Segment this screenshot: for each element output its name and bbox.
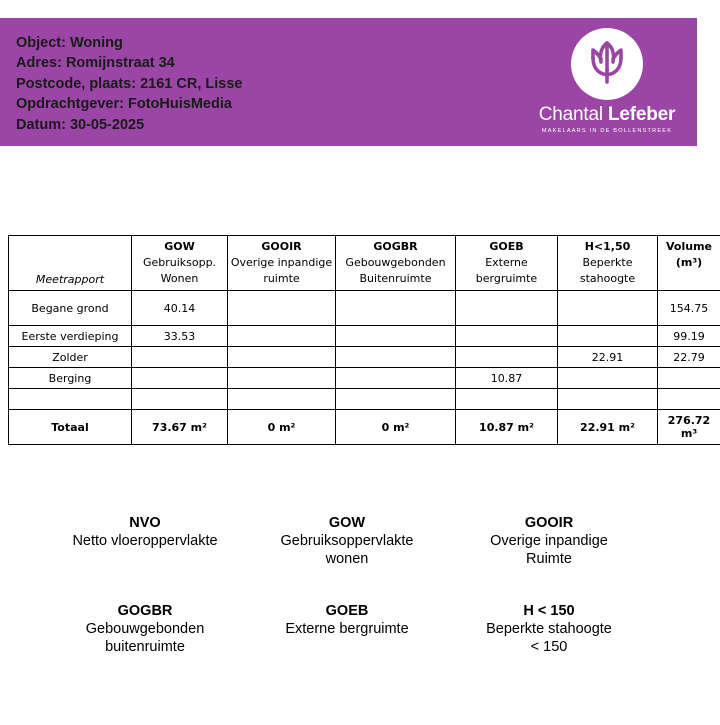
table-cell — [228, 291, 336, 326]
column-header-gooir — [228, 236, 336, 291]
legend-desc: Gebruiksoppervlakte — [280, 533, 414, 549]
legend-abbr: GOW — [328, 515, 366, 531]
table-row — [9, 347, 720, 368]
legend-desc: buitenruimte — [105, 639, 185, 655]
table-cell — [228, 326, 336, 347]
meetrapport-label: Meetrapport — [9, 236, 132, 291]
column-desc: Wonen — [160, 272, 199, 285]
legend-desc: wonen — [325, 551, 369, 567]
table-cell — [456, 326, 558, 347]
address-line: Adres: Romijnstraat 34 — [16, 55, 175, 72]
row-label: Berging — [9, 368, 132, 389]
logo-first-name: Chantal — [538, 104, 603, 125]
date-line: Datum: 30-05-2025 — [16, 116, 145, 133]
row-label: Zolder — [9, 347, 132, 368]
table-header-row — [9, 236, 720, 291]
total-cell: 0 m² — [336, 410, 456, 445]
table-cell — [228, 347, 336, 368]
column-code: GOEB — [489, 240, 524, 253]
total-cell: 22.91 m² — [558, 410, 658, 445]
table-cell — [658, 389, 720, 410]
legend-item-gogbr — [45, 602, 245, 656]
column-desc: Overige inpandige — [230, 256, 333, 269]
legend-abbr: H < 150 — [523, 603, 575, 619]
table-row — [9, 291, 720, 326]
company-logo — [537, 28, 677, 140]
table-cell — [132, 347, 228, 368]
table-cell — [658, 368, 720, 389]
measurement-table — [8, 235, 720, 445]
legend-item-goeb — [247, 602, 447, 638]
column-header-goeb — [456, 236, 558, 291]
legend-item-h150 — [449, 602, 649, 656]
total-cell: 10.87 m² — [456, 410, 558, 445]
table-cell — [132, 389, 228, 410]
table-cell — [228, 389, 336, 410]
legend-item-gooir — [449, 514, 649, 568]
column-desc: bergruimte — [475, 272, 538, 285]
column-code: H<1,50 — [584, 240, 631, 253]
table-cell — [558, 326, 658, 347]
column-code: GOOIR — [261, 240, 302, 253]
table-cell — [456, 347, 558, 368]
legend-abbr: GOEB — [325, 603, 369, 619]
table-cell — [336, 347, 456, 368]
column-unit: (m³) — [675, 256, 703, 269]
table-cell — [456, 291, 558, 326]
table-cell — [132, 368, 228, 389]
table-cell — [558, 389, 658, 410]
table-cell: 10.87 — [456, 368, 558, 389]
column-header-gogbr — [336, 236, 456, 291]
logo-tagline: MAKELAARS IN DE BOLLENSTREEK — [541, 128, 673, 134]
logo-wordmark — [537, 104, 677, 126]
column-header-h150 — [558, 236, 658, 291]
column-code: GOGBR — [373, 240, 418, 253]
column-header-volume — [658, 236, 720, 291]
tulip-logo-icon — [571, 28, 643, 100]
legend-desc: Ruimte — [526, 551, 572, 567]
table-cell — [558, 291, 658, 326]
total-label: Totaal — [9, 410, 132, 445]
row-label: Eerste verdieping — [9, 326, 132, 347]
object-line: Object: Woning — [16, 35, 123, 51]
total-row — [9, 410, 720, 445]
table-cell — [228, 368, 336, 389]
table-cell — [336, 326, 456, 347]
column-desc: Gebouwgebonden — [345, 256, 446, 269]
legend-desc: Netto vloeroppervlakte — [72, 533, 218, 549]
property-info — [16, 33, 242, 135]
table-row — [9, 368, 720, 389]
legend-desc: Externe bergruimte — [285, 621, 409, 637]
table-cell: 99.19 — [658, 326, 720, 347]
legend-abbr: GOGBR — [117, 603, 173, 619]
legend-desc: < 150 — [530, 639, 568, 655]
table-cell: 40.14 — [132, 291, 228, 326]
row-label: Begane grond — [9, 291, 132, 326]
postcode-line: Postcode, plaats: 2161 CR, Lisse — [16, 75, 243, 92]
column-desc: Externe — [485, 256, 528, 269]
legend-abbr: NVO — [129, 515, 161, 531]
table-cell — [558, 368, 658, 389]
table-cell: 33.53 — [132, 326, 228, 347]
legend-desc: Beperkte stahoogte — [486, 621, 612, 637]
table-cell: 154.75 — [658, 291, 720, 326]
table-row — [9, 389, 720, 410]
column-desc: Gebruiksopp. — [142, 256, 217, 269]
column-desc: Beperkte — [582, 256, 633, 269]
column-code: Volume — [666, 240, 712, 253]
header-banner — [0, 18, 697, 146]
table-cell: 22.91 — [558, 347, 658, 368]
legend-item-gow — [247, 514, 447, 568]
table-cell — [336, 291, 456, 326]
table-row — [9, 326, 720, 347]
legend-desc: Overige inpandige — [490, 533, 608, 549]
legend-abbr: GOOIR — [524, 515, 574, 531]
row-label — [9, 389, 132, 410]
table-cell — [336, 368, 456, 389]
client-line: Opdrachtgever: FotoHuisMedia — [16, 96, 232, 113]
column-code: GOW — [164, 240, 195, 253]
legend-item-nvo — [45, 514, 245, 550]
column-desc: Buitenruimte — [359, 272, 432, 285]
logo-last-name: Lefeber — [607, 104, 676, 125]
column-desc: ruimte — [263, 272, 300, 285]
total-cell: 73.67 m² — [132, 410, 228, 445]
table-cell: 22.79 — [658, 347, 720, 368]
column-header-gow — [132, 236, 228, 291]
column-desc: stahoogte — [579, 272, 636, 285]
legend-desc: Gebouwgebonden — [85, 621, 205, 637]
table-cell — [336, 389, 456, 410]
table-cell — [456, 389, 558, 410]
total-cell: 276.72 m³ — [658, 410, 720, 445]
total-cell: 0 m² — [228, 410, 336, 445]
